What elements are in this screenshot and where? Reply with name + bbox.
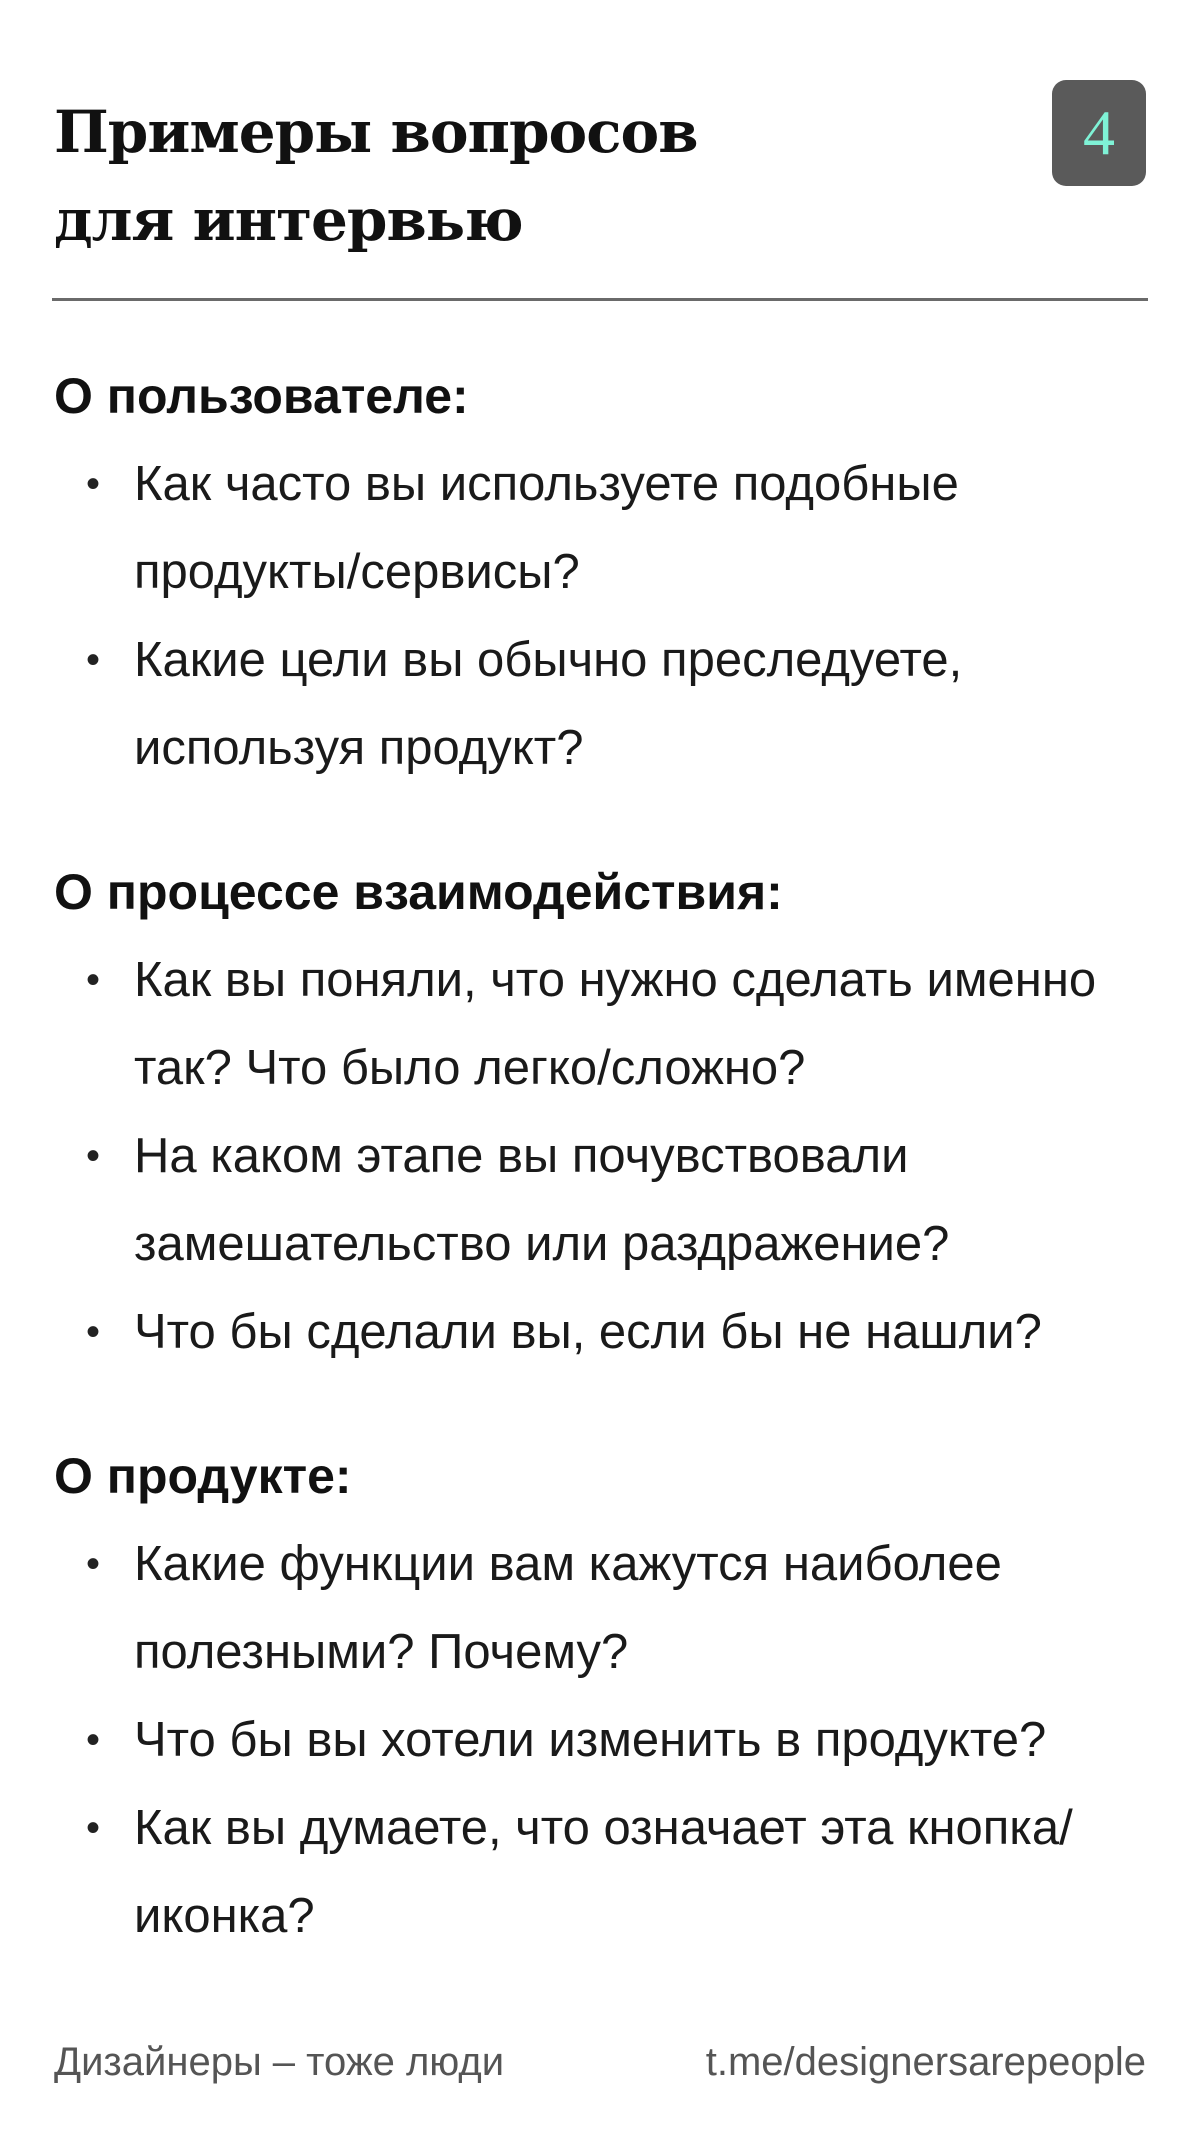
question-text: Что бы сделали вы, если бы не нашли? xyxy=(134,1305,1042,1359)
section-about-product xyxy=(54,1432,1154,1960)
list-item xyxy=(54,1288,1154,1376)
bullet-icon: • xyxy=(86,1806,101,1850)
bullet-icon: • xyxy=(86,462,101,506)
question-text: Что бы вы хотели изменить в продукте? xyxy=(134,1713,1047,1767)
list-item xyxy=(54,1696,1154,1784)
list-item xyxy=(54,1520,1154,1696)
footer-channel-link[interactable]: t.me/designersarepeople xyxy=(705,2040,1146,2084)
question-text: Как часто вы используете подобные продукты/сервисы? xyxy=(134,457,959,599)
questions-content xyxy=(54,352,1154,2016)
page-number-badge: 4 xyxy=(1052,80,1146,186)
bullet-icon: • xyxy=(86,1310,101,1354)
bullet-icon: • xyxy=(86,1134,101,1178)
question-text: Как вы думаете, что означает эта кнопка/иконка? xyxy=(134,1801,1073,1943)
section-heading: О продукте: xyxy=(54,1448,352,1504)
question-list xyxy=(54,936,1154,1376)
question-text: Как вы поняли, что нужно сделать именно так? Что было легко/сложно? xyxy=(134,953,1097,1095)
list-item xyxy=(54,1784,1154,1960)
footer-channel-name: Дизайнеры – тоже люди xyxy=(54,2040,505,2084)
list-item xyxy=(54,616,1154,792)
section-interaction-process xyxy=(54,848,1154,1376)
section-about-user xyxy=(54,352,1154,792)
list-item xyxy=(54,936,1154,1112)
header xyxy=(54,88,1154,264)
footer xyxy=(54,2040,1146,2085)
bullet-icon: • xyxy=(86,1542,101,1586)
section-heading: О процессе взаимодействия: xyxy=(54,864,783,920)
bullet-icon: • xyxy=(86,638,101,682)
section-heading: О пользователе: xyxy=(54,368,469,424)
bullet-icon: • xyxy=(86,1718,101,1762)
question-text: Какие функции вам кажутся наиболее полезными? Почему? xyxy=(134,1537,1002,1679)
question-list xyxy=(54,440,1154,792)
list-item xyxy=(54,1112,1154,1288)
question-text: На каком этапе вы почувствовали замешательство или раздражение? xyxy=(134,1129,950,1271)
page-title-line-1: Примеры вопросов xyxy=(54,98,698,166)
question-list xyxy=(54,1520,1154,1960)
question-text: Какие цели вы обычно преследуете, используя продукт? xyxy=(134,633,963,775)
header-divider xyxy=(52,298,1148,301)
list-item xyxy=(54,440,1154,616)
page-title xyxy=(54,88,1154,264)
page-title-line-2: для интервью xyxy=(54,186,523,254)
bullet-icon: • xyxy=(86,958,101,1002)
